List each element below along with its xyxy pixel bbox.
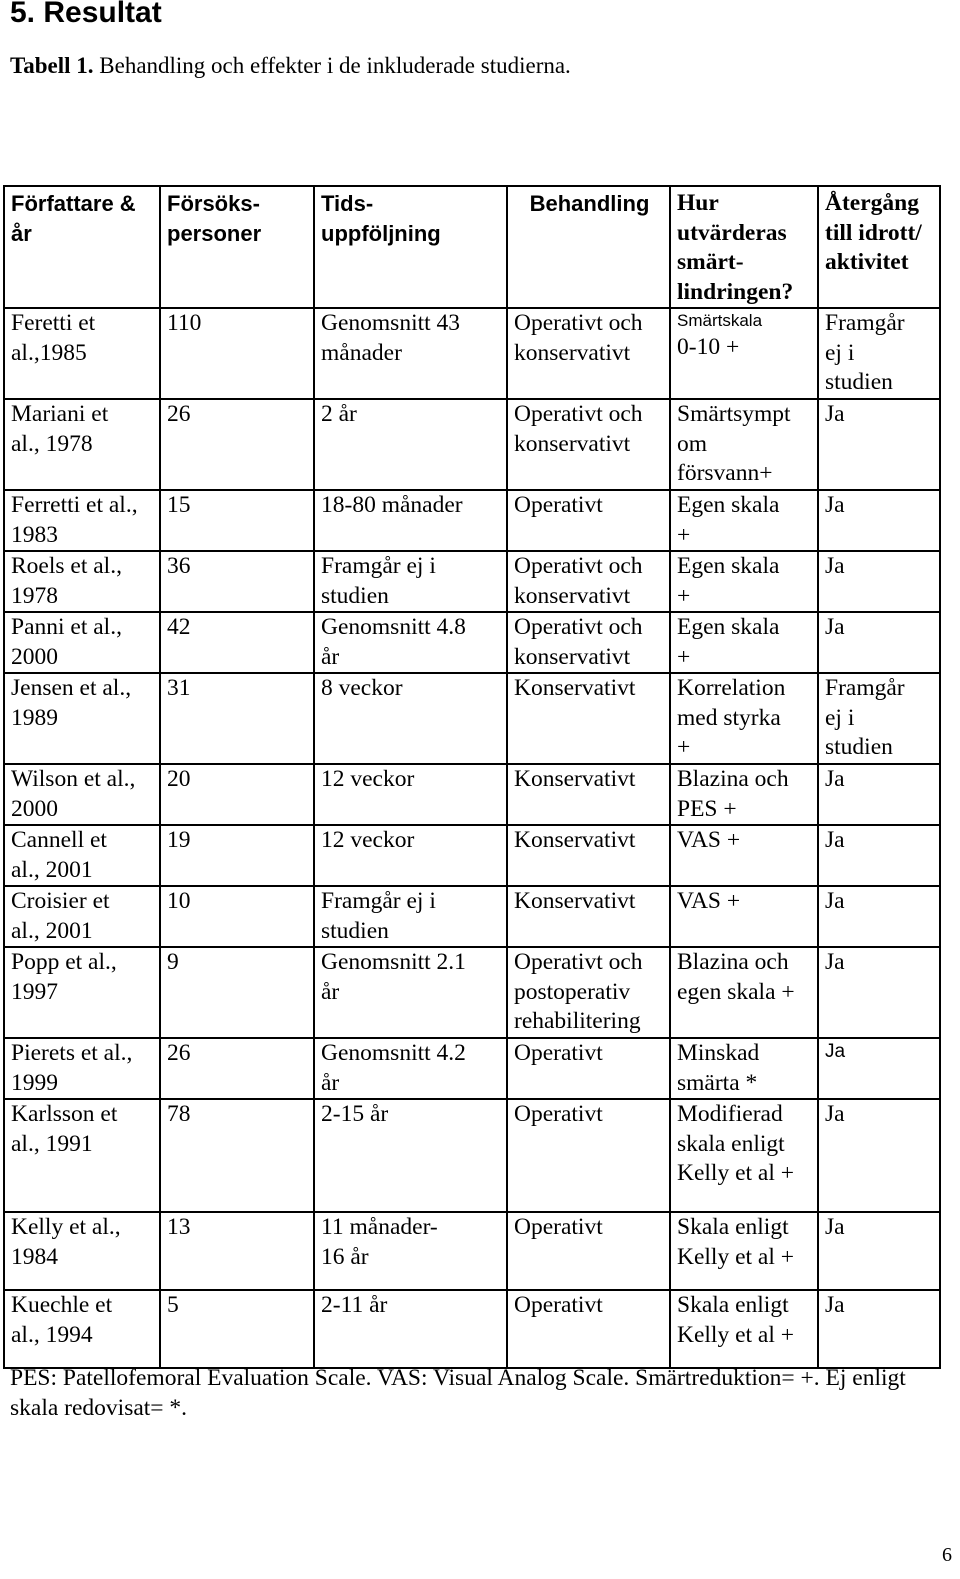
results-table	[3, 185, 941, 1369]
cell-pain-evaluation: Minskad smärta *	[670, 1038, 818, 1099]
cell-pain-evaluation: Skala enligt Kelly et al +	[670, 1212, 818, 1290]
table-caption-text: Behandling och effekter i de inkluderade studierna.	[93, 53, 571, 78]
table-row	[4, 673, 940, 764]
cell-author: Pierets et al., 1999	[4, 1038, 160, 1099]
cell-author: Popp et al., 1997	[4, 947, 160, 1038]
cell-pain-evaluation: Smärtskala 0-10 +	[670, 308, 818, 399]
cell-author: Karlsson et al., 1991	[4, 1099, 160, 1212]
table-row	[4, 1212, 940, 1290]
cell-treatment: Operativt och konservativt	[507, 308, 670, 399]
cell-return-to-sport: Ja	[818, 1212, 940, 1290]
cell-author: Roels et al., 1978	[4, 551, 160, 612]
cell-treatment: Operativt och konservativt	[507, 399, 670, 490]
cell-subjects: 5	[160, 1290, 314, 1368]
cell-return-to-sport: Ja	[818, 490, 940, 551]
cell-return-to-sport: Framgår ej i studien	[818, 308, 940, 399]
cell-pain-evaluation: Blazina och PES +	[670, 764, 818, 825]
cell-subjects: 26	[160, 399, 314, 490]
cell-subjects: 15	[160, 490, 314, 551]
cell-subjects: 20	[160, 764, 314, 825]
table-row	[4, 764, 940, 825]
cell-followup: 18-80 månader	[314, 490, 507, 551]
table-row	[4, 612, 940, 673]
cell-return-to-sport: Ja	[818, 1038, 940, 1099]
cell-subjects: 9	[160, 947, 314, 1038]
cell-return-to-sport: Ja	[818, 1099, 940, 1212]
cell-treatment: Operativt	[507, 1099, 670, 1212]
cell-subjects: 36	[160, 551, 314, 612]
table-row	[4, 399, 940, 490]
cell-treatment: Operativt	[507, 490, 670, 551]
cell-treatment: Operativt	[507, 1290, 670, 1368]
cell-followup: 12 veckor	[314, 764, 507, 825]
cell-followup: Genomsnitt 43 månader	[314, 308, 507, 399]
cell-subjects: 19	[160, 825, 314, 886]
cell-followup: 2 år	[314, 399, 507, 490]
cell-return-to-sport: Ja	[818, 612, 940, 673]
cell-author: Panni et al., 2000	[4, 612, 160, 673]
table-caption	[10, 52, 571, 80]
header-return-to-sport: Återgång till idrott/ aktivitet	[818, 186, 940, 308]
table-row	[4, 947, 940, 1038]
cell-followup: Genomsnitt 4.8 år	[314, 612, 507, 673]
table-row	[4, 825, 940, 886]
cell-subjects: 78	[160, 1099, 314, 1212]
header-subjects: Försöks- personer	[160, 186, 314, 308]
cell-pain-evaluation: VAS +	[670, 825, 818, 886]
cell-treatment: Operativt	[507, 1038, 670, 1099]
cell-subjects: 31	[160, 673, 314, 764]
cell-treatment: Konservativt	[507, 764, 670, 825]
table-row	[4, 1038, 940, 1099]
cell-subjects: 26	[160, 1038, 314, 1099]
cell-pain-evaluation: Egen skala +	[670, 551, 818, 612]
cell-author: Croisier et al., 2001	[4, 886, 160, 947]
cell-subjects: 110	[160, 308, 314, 399]
cell-return-to-sport: Ja	[818, 886, 940, 947]
cell-treatment: Operativt	[507, 1212, 670, 1290]
table-row	[4, 308, 940, 399]
cell-followup: 2-15 år	[314, 1099, 507, 1212]
cell-pain-evaluation: Modifierad skala enligt Kelly et al +	[670, 1099, 818, 1212]
cell-return-to-sport: Framgår ej i studien	[818, 673, 940, 764]
cell-author: Jensen et al., 1989	[4, 673, 160, 764]
cell-return-to-sport: Ja	[818, 764, 940, 825]
cell-return-to-sport: Ja	[818, 399, 940, 490]
cell-pain-evaluation: Egen skala +	[670, 490, 818, 551]
cell-followup: Framgår ej i studien	[314, 886, 507, 947]
cell-followup: 12 veckor	[314, 825, 507, 886]
page-number: 6	[942, 1544, 952, 1566]
cell-pain-evaluation: Skala enligt Kelly et al +	[670, 1290, 818, 1368]
cell-return-to-sport: Ja	[818, 947, 940, 1038]
section-title: 5. Resultat	[10, 0, 162, 29]
cell-author: Wilson et al., 2000	[4, 764, 160, 825]
table-row	[4, 551, 940, 612]
table-row	[4, 490, 940, 551]
cell-subjects: 42	[160, 612, 314, 673]
cell-author: Mariani et al., 1978	[4, 399, 160, 490]
cell-followup: 2-11 år	[314, 1290, 507, 1368]
cell-pain-evaluation: VAS +	[670, 886, 818, 947]
cell-treatment: Konservativt	[507, 673, 670, 764]
table-row	[4, 886, 940, 947]
cell-followup: 8 veckor	[314, 673, 507, 764]
cell-followup: Genomsnitt 2.1 år	[314, 947, 507, 1038]
cell-followup: 11 månader- 16 år	[314, 1212, 507, 1290]
cell-return-to-sport: Ja	[818, 551, 940, 612]
cell-pain-evaluation: Smärtsympt om försvann+	[670, 399, 818, 490]
table-footnote: PES: Patellofemoral Evaluation Scale. VAS: Visual Analog Scale. Smärtreduktion= +. Ej enligt skala redovisat= *.	[10, 1365, 906, 1421]
header-pain-evaluation: Hur utvärderas smärt- lindringen?	[670, 186, 818, 308]
cell-followup: Genomsnitt 4.2 år	[314, 1038, 507, 1099]
table-header-row	[4, 186, 940, 308]
cell-followup: Framgår ej i studien	[314, 551, 507, 612]
cell-subjects: 10	[160, 886, 314, 947]
header-treatment: Behandling	[507, 186, 670, 308]
header-author: Författare & år	[4, 186, 160, 308]
table-row	[4, 1290, 940, 1368]
cell-author: Cannell et al., 2001	[4, 825, 160, 886]
cell-treatment: Konservativt	[507, 886, 670, 947]
table-row	[4, 1099, 940, 1212]
cell-return-to-sport: Ja	[818, 825, 940, 886]
cell-pain-evaluation: Korrelation med styrka +	[670, 673, 818, 764]
cell-author: Kuechle et al., 1994	[4, 1290, 160, 1368]
table-caption-label: Tabell 1.	[10, 53, 94, 78]
cell-treatment: Operativt och konservativt	[507, 551, 670, 612]
cell-subjects: 13	[160, 1212, 314, 1290]
cell-treatment: Konservativt	[507, 825, 670, 886]
cell-pain-evaluation: Blazina och egen skala +	[670, 947, 818, 1038]
cell-treatment: Operativt och postoperativ rehabilitering	[507, 947, 670, 1038]
header-followup: Tids- uppföljning	[314, 186, 507, 308]
cell-treatment: Operativt och konservativt	[507, 612, 670, 673]
cell-return-to-sport: Ja	[818, 1290, 940, 1368]
cell-author: Feretti et al.,1985	[4, 308, 160, 399]
cell-pain-evaluation: Egen skala +	[670, 612, 818, 673]
cell-author: Kelly et al., 1984	[4, 1212, 160, 1290]
cell-author: Ferretti et al., 1983	[4, 490, 160, 551]
